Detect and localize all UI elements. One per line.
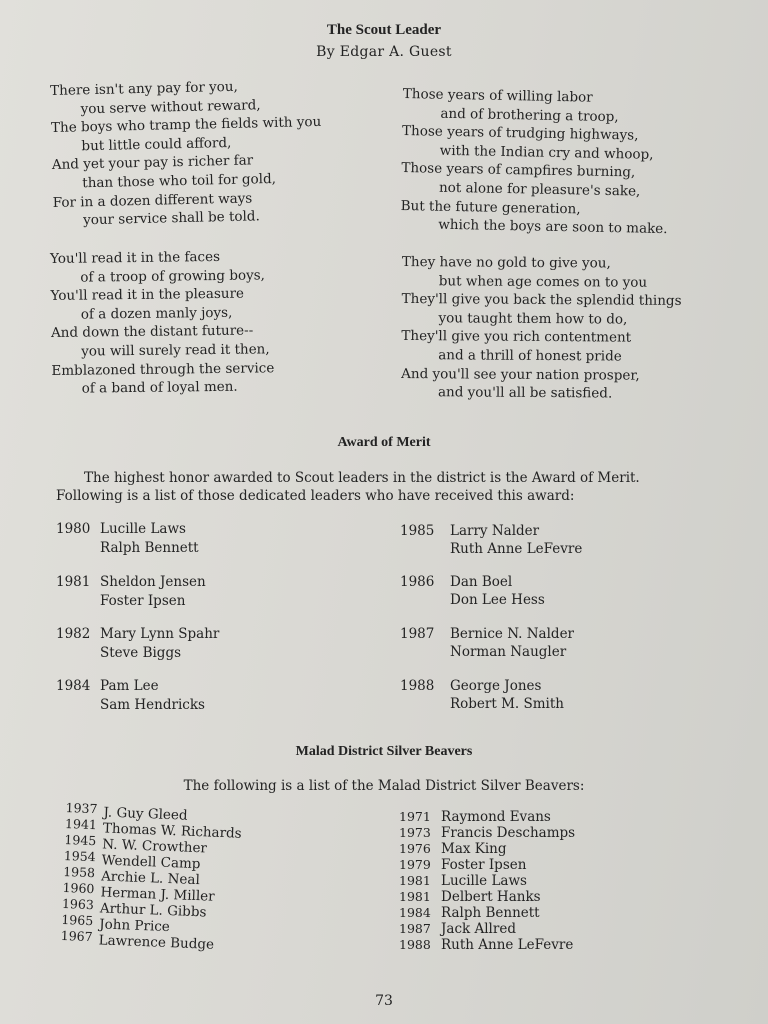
poem-line: of a troop of growing boys, <box>80 266 265 286</box>
beaver-name: Ralph Bennett <box>441 905 540 921</box>
award-recipient: Ralph Bennett <box>100 540 199 556</box>
award-year: 1981 <box>56 574 91 590</box>
poem-line: of a dozen manly joys, <box>80 304 233 323</box>
award-year: 1987 <box>400 626 435 642</box>
beaver-year: 1965 <box>61 911 94 929</box>
award-recipient: Robert M. Smith <box>450 696 564 712</box>
beaver-name: Delbert Hanks <box>441 889 541 905</box>
poem-line: and of brothering a troop, <box>440 105 619 125</box>
silver-beavers-heading: Malad District Silver Beavers <box>295 744 473 759</box>
poem-line: They have no gold to give you, <box>401 253 611 272</box>
beaver-year: 1981 <box>399 873 431 888</box>
award-year: 1986 <box>400 574 435 590</box>
poem-line: with the Indian cry and whoop, <box>439 142 654 163</box>
intro-line: Following is a list of those dedicated leaders who have received this award: <box>56 488 575 504</box>
page-number: 73 <box>375 993 393 1009</box>
award-recipient: Dan Boel <box>450 574 513 590</box>
beaver-year: 1945 <box>64 831 97 849</box>
poem-line: And you'll see your nation prosper, <box>401 365 640 384</box>
poem-line: you taught them how to do, <box>438 310 628 328</box>
award-recipient: George Jones <box>450 678 542 694</box>
award-recipient: Bernice N. Nalder <box>450 626 575 642</box>
list-item <box>65 800 188 824</box>
award-recipient: Lucille Laws <box>100 521 186 537</box>
award-recipient: Steve Biggs <box>100 645 182 661</box>
award-recipient: Sam Hendricks <box>100 697 205 713</box>
beaver-name: Francis Deschamps <box>441 825 576 841</box>
beaver-year: 1988 <box>399 937 431 952</box>
award-recipient: Larry Nalder <box>450 523 540 539</box>
beaver-name: J. Guy Gleed <box>103 804 188 824</box>
beaver-year: 1967 <box>60 927 93 945</box>
poem-line: you will surely read it then, <box>81 341 270 360</box>
beaver-year: 1973 <box>399 825 431 840</box>
beaver-year: 1976 <box>399 841 431 856</box>
beaver-year: 1981 <box>399 889 431 904</box>
beaver-year: 1941 <box>64 815 98 833</box>
beaver-name: Foster Ipsen <box>441 857 527 873</box>
award-of-merit-heading: Award of Merit <box>337 435 431 450</box>
award-year: 1988 <box>400 678 435 694</box>
poem-stanza-4 <box>401 253 682 404</box>
beaver-year: 1937 <box>65 800 98 817</box>
poem-line: You'll read it in the pleasure <box>50 285 245 305</box>
poem-line: but little could afford, <box>81 134 232 155</box>
beaver-year: 1987 <box>399 921 431 936</box>
beaver-name: Lawrence Budge <box>98 932 215 953</box>
award-recipient: Mary Lynn Spahr <box>100 626 220 642</box>
beaver-year: 1984 <box>399 905 431 920</box>
poem-line: than those who toil for gold, <box>82 170 277 192</box>
beaver-year: 1958 <box>62 863 96 881</box>
award-year: 1985 <box>400 523 435 539</box>
poem-line: But the future generation, <box>400 197 581 217</box>
beaver-name: Herman J. Miller <box>100 884 215 905</box>
award-of-merit-intro <box>56 469 728 505</box>
poem-line: There isn't any pay for you, <box>50 78 239 99</box>
intro-line: The highest honor awarded to Scout leaders in the district is the Award of Merit. <box>84 470 640 486</box>
beaver-name: N. W. Crowther <box>102 836 208 857</box>
poem-stanza-2 <box>400 85 670 239</box>
award-year: 1980 <box>56 521 91 537</box>
poem-author: By Edgar A. Guest <box>316 44 452 60</box>
poem-line: of a band of loyal men. <box>81 378 238 397</box>
beaver-name: Lucille Laws <box>441 873 527 889</box>
list-item <box>60 927 215 953</box>
poem-line: They'll give you back the splendid things <box>401 291 682 310</box>
beaver-name: Ruth Anne LeFevre <box>441 937 574 953</box>
award-recipient: Ruth Anne LeFevre <box>450 541 583 557</box>
poem-line: and a thrill of honest pride <box>438 347 622 365</box>
poem-line: your service shall be told. <box>82 208 260 229</box>
poem-stanza-1 <box>50 76 324 231</box>
poem-line: you serve without reward, <box>80 96 261 117</box>
beaver-name: Raymond Evans <box>441 809 551 825</box>
beaver-name: Archie L. Neal <box>100 868 201 889</box>
silver-beavers-left-column <box>60 800 242 953</box>
poem-line: And down the distant future-- <box>50 322 254 342</box>
silver-beavers-intro: The following is a list of the Malad District Silver Beavers: <box>183 778 585 794</box>
award-recipient: Sheldon Jensen <box>100 574 206 590</box>
poem-title: The Scout Leader <box>326 22 442 38</box>
poem-line: not alone for pleasure's sake, <box>438 179 641 200</box>
poem-line: which the boys are soon to make. <box>438 216 668 238</box>
beaver-name: Jack Allred <box>441 921 516 937</box>
beaver-year: 1979 <box>399 857 431 872</box>
beaver-year: 1960 <box>62 879 95 897</box>
beaver-name: Wendell Camp <box>101 852 201 873</box>
beaver-year: 1954 <box>63 847 96 865</box>
award-recipient: Don Lee Hess <box>450 592 545 608</box>
poem-line: They'll give you rich contentment <box>401 328 632 346</box>
poem-line: For in a dozen different ways <box>52 190 253 211</box>
beaver-name: Max King <box>441 841 507 857</box>
poem-line: but when age comes on to you <box>438 272 648 291</box>
award-year: 1982 <box>56 626 91 642</box>
poem-line: Emblazoned through the service <box>51 359 275 379</box>
poem-line: Those years of campfires burning, <box>401 160 636 181</box>
award-year: 1984 <box>56 678 91 694</box>
beaver-year: 1963 <box>61 895 95 913</box>
award-recipient: Norman Naugler <box>450 644 567 660</box>
beaver-name: Arthur L. Gibbs <box>99 900 207 921</box>
poem-line: You'll read it in the faces <box>50 248 221 267</box>
poem-line: and you'll all be satisfied. <box>437 384 613 402</box>
award-recipient: Pam Lee <box>100 678 159 694</box>
poem-line: Those years of trudging highways, <box>401 123 639 144</box>
poem-stanza-3 <box>50 247 275 398</box>
beaver-year: 1971 <box>399 809 431 824</box>
poem-line: Those years of willing labor <box>402 85 593 106</box>
poem-line: And yet your pay is richer far <box>51 152 254 174</box>
list-item <box>61 911 171 936</box>
award-recipient: Foster Ipsen <box>100 593 186 609</box>
beaver-name: John Price <box>98 916 171 936</box>
beaver-name: Thomas W. Richards <box>102 820 242 842</box>
poem-line: The boys who tramp the fields with you <box>50 114 322 137</box>
